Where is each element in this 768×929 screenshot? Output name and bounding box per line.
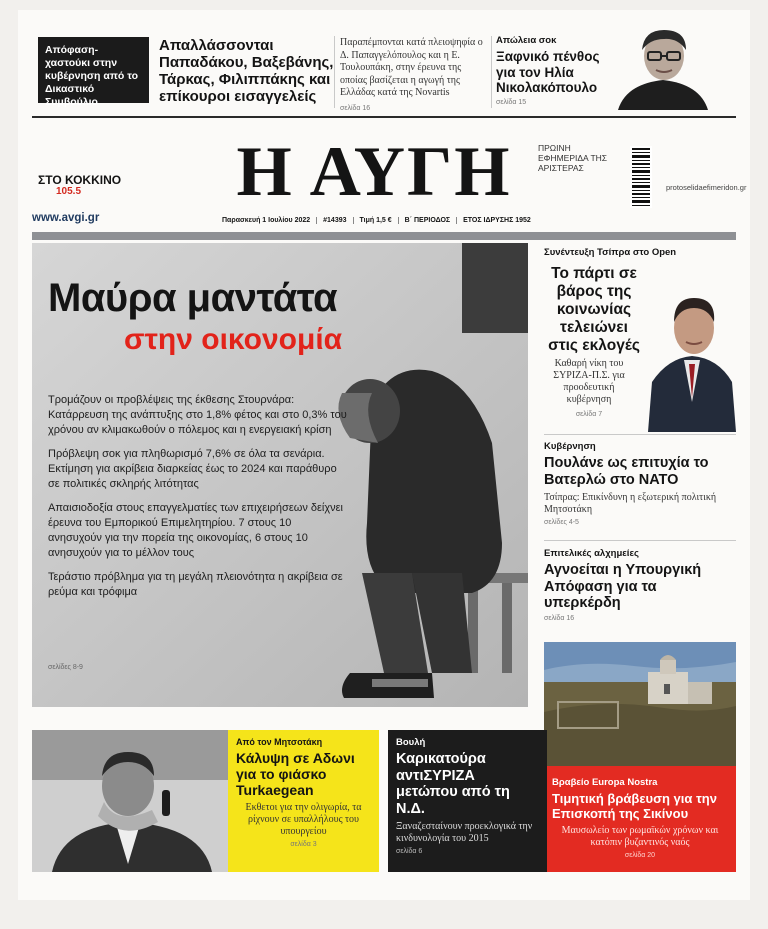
government-kicker: Κυβέρνηση bbox=[544, 441, 596, 452]
government-title: Πουλάνε ως επιτυχία το Βατερλώ στο ΝΑΤΟ bbox=[544, 455, 709, 488]
lead-headline: Μαύρα μαντάτα bbox=[48, 276, 338, 320]
radio-logo[interactable] bbox=[38, 174, 121, 197]
page-ref: σελίδα 16 bbox=[340, 104, 371, 112]
newspaper-title: Η ΑΥΓΗ bbox=[236, 133, 512, 211]
page-ref: σελίδα 6 bbox=[396, 848, 423, 855]
lead-paragraph: Απαισιοδοξία στους επαγγελματίες των επιχειρήσεων δείχνει έρευνα του Εμπορικού Επιμελητηρίου. 7 στους 10 ανησυχούν για την πορεία της οικονομίας, 6 στους 10 ανησυχούν για το μέλλον τους bbox=[48, 502, 343, 559]
page-ref: σελίδες 4-5 bbox=[544, 519, 579, 526]
interview-kicker-text: Συνέντευξη Τσίπρα στο Open bbox=[544, 247, 677, 258]
mitsotakis-title: Κάλυψη σε Αδωνι για το φιάσκο Turkaegean bbox=[236, 750, 355, 798]
parliament-body: Ξαναζεσταίνουν προεκλογικά την κινδυνολογία του 2015 bbox=[396, 821, 533, 844]
parliament-kicker: Βουλή bbox=[396, 737, 426, 748]
divider bbox=[544, 540, 736, 541]
government-story[interactable] bbox=[544, 441, 736, 526]
alchemy-kicker: Επιτελικές αλχημείες bbox=[544, 548, 639, 559]
lead-paragraph: Πρόβλεψη σοκ για πληθωρισμό 7,6% σε όλα τα σενάρια. Εκτίμηση για ακρίβεια διαρκείας έως το 2024 και παράθυρο σε πολιτικές σκληρής λιτότητας bbox=[48, 448, 337, 490]
parliament-story[interactable] bbox=[388, 730, 547, 872]
masthead-rule bbox=[32, 116, 736, 118]
edition-founded: ΕΤΟΣ ΙΔΡΥΣΗΣ 1952 bbox=[463, 217, 531, 224]
page-ref: σελίδα 15 bbox=[496, 98, 527, 106]
divider bbox=[491, 36, 492, 108]
interview-title[interactable]: Το πάρτι σε βάρος της κοινωνίας τελειώνει στις εκλογές bbox=[548, 265, 640, 354]
alchemy-title: Αγνοείται η Υπουργική Απόφαση για τα υπερκέρδη bbox=[544, 562, 702, 611]
watermark-site: protoselidaefimeridon.gr bbox=[666, 183, 747, 192]
barcode-icon bbox=[630, 146, 652, 208]
page-ref: σελίδες 8-9 bbox=[48, 664, 83, 671]
page-ref: σελίδα 20 bbox=[624, 852, 656, 859]
edition-issue: #14393 bbox=[317, 217, 353, 224]
interview-body bbox=[544, 358, 634, 421]
edition-period: Β΄ ΠΕΡΙΟΔΟΣ bbox=[399, 217, 457, 224]
divider bbox=[544, 434, 736, 435]
lead-paragraph: Τρομάζουν οι προβλέψεις της έκθεσης Στουρνάρα: Κατάρρευση της ανάπτυξης στο 1,8% φέτος και στο 0,3% του χρόνου αν κλιμακωθούν ο πόλεμος και η ενεργειακή κρίση bbox=[48, 394, 347, 436]
award-title: Τιμητική βράβευση για την Επισκοπή της Σικίνου bbox=[552, 791, 717, 821]
edition-date: Παρασκευή 1 Ιουλίου 2022 bbox=[216, 217, 317, 224]
newspaper-tagline: ΠΡΩΙΝΗ ΕΦΗΜΕΡΙΔΑ ΤΗΣ ΑΡΙΣΤΕΡΑΣ bbox=[538, 143, 608, 173]
radio-logo-name: ΣΤΟ ΚΟΚΚΙΝΟ bbox=[38, 173, 122, 187]
page-ref: σελίδα 3 bbox=[290, 841, 317, 848]
page-ref: σελίδα 7 bbox=[575, 411, 603, 418]
parliament-title: Καρικατούρα αντιΣΥΡΙΖΑ μετώπου από τη Ν.Δ. bbox=[396, 751, 510, 817]
page-ref: σελίδα 16 bbox=[544, 614, 575, 622]
radio-logo-frequency: 105.5 bbox=[56, 186, 82, 197]
front-page bbox=[18, 10, 750, 900]
portrait-tsipras bbox=[648, 272, 736, 432]
award-story[interactable] bbox=[544, 766, 736, 872]
government-body: Τσίπρας: Επικίνδυνη η εξωτερική πολιτική Μητσοτάκη bbox=[544, 492, 717, 515]
interview-body-text: Καθαρή νίκη του ΣΥΡΙΖΑ-Π.Σ. για προοδευτική κυβέρνηση bbox=[553, 358, 625, 405]
award-kicker: Βραβείο Europa Nostra bbox=[552, 777, 658, 788]
photo-sikinos-church bbox=[544, 642, 736, 766]
teaser-novartis[interactable] bbox=[340, 37, 490, 115]
teaser-obituary-kicker: Απώλεια σοκ bbox=[496, 35, 557, 46]
masthead-band bbox=[32, 232, 736, 240]
mitsotakis-story[interactable] bbox=[228, 730, 379, 872]
lead-paragraph: Τεράστιο πρόβλημα για τη μεγάλη πλειονότητα η ακρίβεια σε ρεύμα και τρόφιμα bbox=[48, 571, 343, 598]
photo-georgiadis bbox=[32, 730, 228, 872]
mitsotakis-body: Εκθετοι για την ολιγωρία, τα ρίχνουν σε υπαλλήλους του υπουργείου bbox=[245, 802, 362, 837]
edition-info bbox=[216, 217, 546, 224]
interview-kicker bbox=[544, 247, 736, 261]
award-body: Μαυσωλείο των ρωμαϊκών χρόνων και κατόπιν βυζαντινός ναός bbox=[561, 825, 719, 848]
teaser-court-text: Απόφαση-χαστούκι στην κυβέρνηση από το Δικαστικό Συμβούλιο bbox=[45, 44, 139, 108]
alchemy-story[interactable] bbox=[544, 548, 736, 622]
portrait-nikolakopoulos bbox=[608, 22, 718, 110]
lead-story[interactable] bbox=[32, 243, 528, 707]
divider bbox=[334, 36, 335, 108]
lead-body bbox=[48, 393, 348, 609]
edition-price: Τιμή 1,5 € bbox=[354, 217, 399, 224]
website-link[interactable]: www.avgi.gr bbox=[32, 212, 100, 224]
teaser-obituary[interactable] bbox=[496, 35, 611, 106]
mitsotakis-kicker: Από τον Μητσοτάκη bbox=[236, 737, 323, 747]
lead-subhead: στην οικονομία bbox=[124, 323, 343, 356]
teaser-court-box[interactable] bbox=[38, 37, 149, 108]
teaser-obituary-title: Ξαφνικό πένθος για τον Ηλία Νικολακόπουλο bbox=[496, 49, 600, 95]
teaser-acquittal-headline[interactable]: Απαλλάσσονται Παπαδάκου, Βαξεβάνης, Τάρκας, Φιλιππάκης και επίκουροι εισαγγελείς bbox=[159, 37, 334, 105]
teaser-novartis-text: Παραπέμπονται κατά πλειοψηφία ο Δ. Παπαγγελόπουλος και η Ε. Τουλουπάκη, στην έρευνα της οποίας βασίζεται η αγωγή της Ελλάδας κατά της Novartis bbox=[340, 37, 483, 98]
